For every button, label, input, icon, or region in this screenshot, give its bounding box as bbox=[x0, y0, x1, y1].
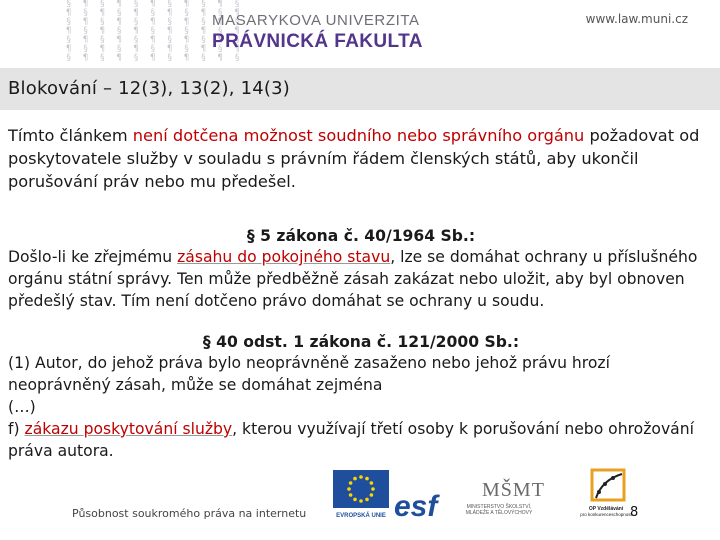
paragraph-law1 bbox=[8, 246, 714, 312]
para3-line3 bbox=[8, 418, 714, 462]
para3-line1: (1) Autor, do jehož práva bylo neoprávněně zasaženo nebo jehož právu hrozí neoprávněný zásah, může se domáhat zejména bbox=[8, 354, 610, 394]
university-name: MASARYKOVA UNIVERZITA bbox=[212, 12, 420, 29]
para3-line2: (…) bbox=[8, 398, 36, 416]
eu-star-icon bbox=[359, 499, 363, 503]
para2-text-before: Došlo-li ke zřejmému bbox=[8, 248, 178, 266]
law1-heading: § 5 zákona č. 40/1964 Sb.: bbox=[246, 227, 476, 245]
para3-line3-before: f) bbox=[8, 420, 25, 438]
para1-text-before: Tímto článkem bbox=[8, 126, 133, 145]
para2-highlight: zásahu do pokojného stavu bbox=[177, 248, 391, 266]
slide-title: Blokování – 12(3), 13(2), 14(3) bbox=[8, 78, 290, 99]
esf-label: esf bbox=[394, 490, 438, 523]
eu-star-icon bbox=[371, 487, 375, 491]
eu-star-icon bbox=[365, 498, 369, 502]
eu-star-icon bbox=[370, 493, 374, 497]
footer-text: Působnost soukromého práva na internetu bbox=[72, 507, 307, 520]
eu-flag-logo bbox=[333, 468, 389, 520]
para1-highlight: není dotčena možnost soudního nebo správního orgánu bbox=[132, 126, 585, 145]
eu-star-icon bbox=[347, 487, 351, 491]
msmt-logo bbox=[458, 468, 545, 520]
para3-line3-after: , kterou využívají třetí osoby k porušování nebo ohrožování práva autora. bbox=[8, 420, 694, 460]
para1-text-after: požadovat od poskytovatele služby v souladu s právním řádem členských států, aby ukončil porušování práv nebo mu předešel. bbox=[8, 126, 700, 191]
paragraph-law2 bbox=[8, 352, 714, 462]
page-number: 8 bbox=[630, 505, 639, 520]
eu-star-icon bbox=[370, 481, 374, 485]
op-label-1: OP Vzdělávání bbox=[588, 506, 624, 512]
website-url: www.law.muni.cz bbox=[585, 12, 688, 26]
eu-star-icon bbox=[353, 477, 357, 481]
eu-star-icon bbox=[365, 477, 369, 481]
eu-star-icon bbox=[359, 475, 363, 479]
para3-highlight: zákazu poskytování služby bbox=[24, 420, 233, 438]
eu-star-icon bbox=[353, 498, 357, 502]
op-label-2: pro konkurenceschopnost bbox=[580, 512, 632, 517]
eu-star-icon bbox=[349, 481, 353, 485]
paragraph-article bbox=[8, 124, 714, 193]
law2-heading: § 40 odst. 1 zákona č. 121/2000 Sb.: bbox=[202, 333, 520, 351]
faculty-name: PRÁVNICKÁ FAKULTA bbox=[212, 31, 423, 52]
msmt-caption-1: MINISTERSTVO ŠKOLSTVÍ, bbox=[466, 504, 532, 510]
slide-header bbox=[0, 0, 720, 68]
esf-logo bbox=[392, 468, 442, 523]
para2-text-after: , lze se domáhat ochrany u příslušného orgánu státní správy. Ten může předběžně zásah zakázat nebo uložit, aby byl obnoven předešlý stav. Tím není dotčeno právo domáhat se ochrany u soudu. bbox=[8, 248, 698, 310]
op-vk-logo bbox=[572, 468, 634, 520]
msmt-label: MŠMT bbox=[482, 479, 545, 501]
msmt-caption-2: MLÁDEŽE A TĚLOVÝCHOVY bbox=[465, 510, 533, 516]
eu-label: EVROPSKÁ UNIE bbox=[336, 513, 386, 519]
header-decorative-pattern: § ¶ § ¶ § ¶ § ¶ § ¶ § ¶ § ¶ § ¶ § ¶ § ¶ § ¶ § ¶ § ¶ § ¶ § ¶ § ¶ § ¶ § ¶ § ¶ § ¶ § ¶ § ¶ § ¶ § ¶ § ¶ § ¶ § ¶ § ¶ § ¶ § ¶ § ¶ § ¶ § ¶ § ¶ § ¶ § ¶ § ¶ § ¶ § bbox=[66, 0, 243, 63]
eu-star-icon bbox=[349, 493, 353, 497]
